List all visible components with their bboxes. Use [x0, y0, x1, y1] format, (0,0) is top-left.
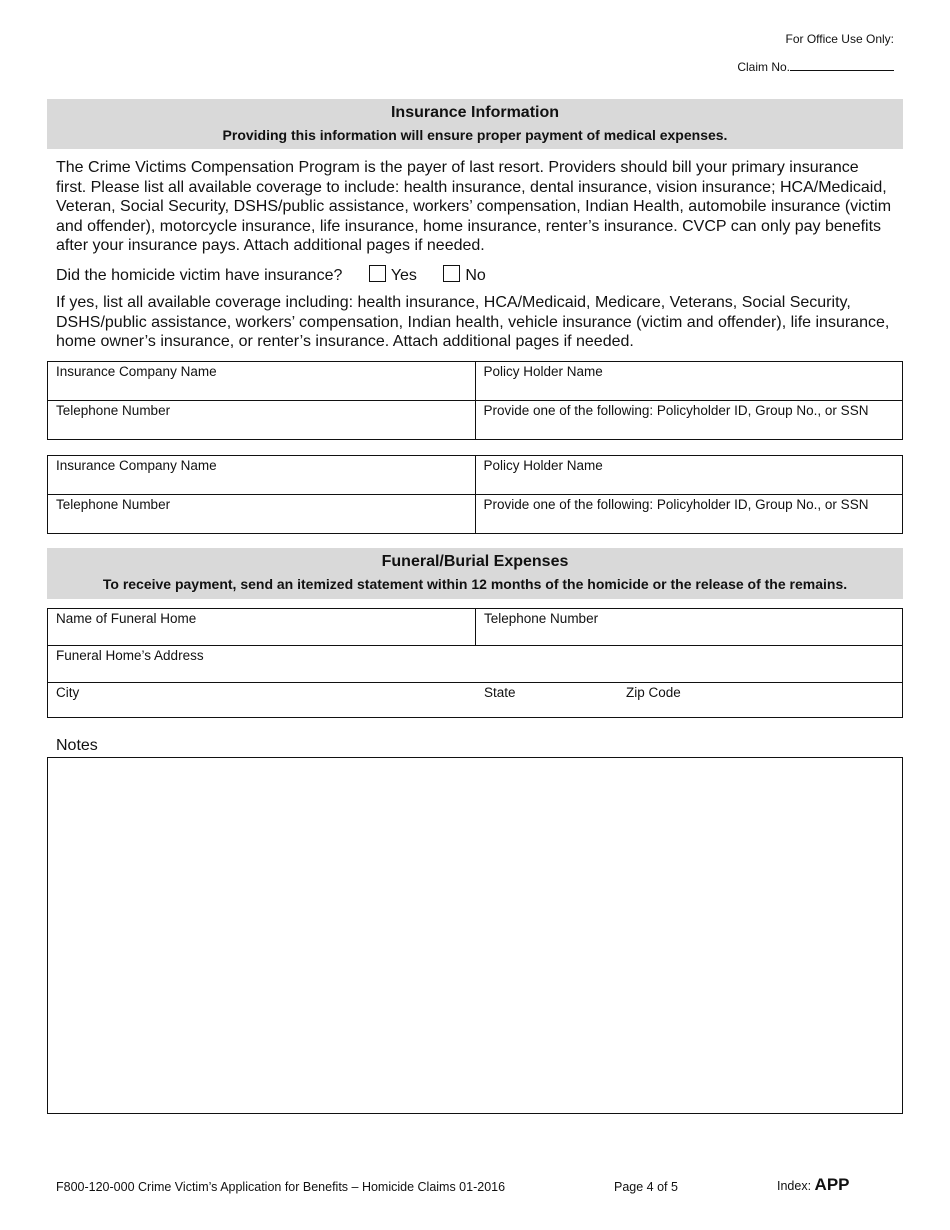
funeral-subtitle: To receive payment, send an itemized statement within 12 months of the homicide or the release of the remains. [102, 576, 848, 592]
insurance-phone-field[interactable] [48, 401, 476, 440]
insurance-table-1 [47, 361, 903, 440]
claim-number [737, 60, 894, 74]
funeral-phone-label: Telephone Number [484, 611, 599, 626]
funeral-zip-label: Zip Code [626, 685, 681, 700]
policy-id-field[interactable] [475, 495, 903, 534]
insurance-title: Insurance Information [390, 104, 560, 121]
insurance-subtitle: Providing this information will ensure proper payment of medical expenses. [222, 127, 728, 143]
no-option[interactable] [443, 265, 485, 285]
funeral-state-label: State [484, 685, 516, 700]
insurance-phone-label: Telephone Number [56, 497, 171, 512]
insurance-question [56, 265, 486, 285]
insurance-if-yes: If yes, list all available coverage including: health insurance, HCA/Medicaid, Medicare, Veterans, Social Security, DSHS/public assistance, workers’ compensation, Indian health, vehicle insurance (victim and offender), life insurance, home owner’s insurance, or renter’s insurance. Attach additional pages if needed. [56, 294, 890, 351]
notes-field[interactable] [47, 757, 903, 1114]
claim-number-field[interactable] [790, 60, 894, 71]
funeral-row-1 [48, 609, 902, 646]
insurance-company-label: Insurance Company Name [56, 458, 217, 473]
index-value: APP [814, 1175, 850, 1194]
policy-id-label: Provide one of the following: Policyholder ID, Group No., or SSN [483, 403, 869, 418]
yes-label: Yes [390, 267, 417, 284]
yes-checkbox[interactable] [369, 265, 386, 282]
claim-number-label: Claim No. [737, 60, 790, 74]
policy-id-label: Provide one of the following: Policyholder ID, Group No., or SSN [483, 497, 869, 512]
funeral-address-field[interactable] [48, 646, 902, 683]
policy-holder-field[interactable] [475, 362, 903, 401]
funeral-zip-field[interactable] [618, 683, 902, 717]
funeral-address-label: Funeral Home’s Address [56, 648, 204, 663]
funeral-city-field[interactable] [48, 683, 475, 717]
insurance-intro: The Crime Victims Compensation Program is the payer of last resort. Providers should bill your primary insurance first. Please list all available coverage to include: health insurance, dental insurance, vision insurance; HCA/Medicaid, Veteran, Social Security, DSHS/public assistance, workers’ compensation, Indian Health, automobile insurance (victim and offender), motorcycle insurance, life insurance, home insurance, renter’s insurance. CVCP can only pay benefits after your insurance pays. Attach additional pages if needed. [56, 159, 892, 255]
funeral-phone-field[interactable] [476, 609, 902, 645]
index [777, 1175, 850, 1195]
funeral-row-3 [48, 683, 902, 719]
insurance-company-field[interactable] [48, 362, 476, 401]
yes-option[interactable] [369, 265, 417, 285]
policy-holder-field[interactable] [475, 456, 903, 495]
policy-holder-label: Policy Holder Name [483, 364, 603, 379]
insurance-phone-label: Telephone Number [56, 403, 171, 418]
form-id: F800-120-000 Crime Victim’s Application for Benefits – Homicide Claims 01-2016 [56, 1180, 506, 1194]
insurance-table-2 [47, 455, 903, 534]
no-label: No [465, 267, 486, 284]
insurance-company-label: Insurance Company Name [56, 364, 217, 379]
funeral-section-header [47, 548, 903, 599]
insurance-question-text: Did the homicide victim have insurance? [56, 267, 343, 284]
funeral-title: Funeral/Burial Expenses [381, 553, 569, 570]
insurance-phone-field[interactable] [48, 495, 476, 534]
page-number: Page 4 of 5 [614, 1180, 678, 1194]
insurance-section-header [47, 99, 903, 149]
insurance-company-field[interactable] [48, 456, 476, 495]
funeral-home-name-field[interactable] [48, 609, 476, 645]
funeral-table [47, 608, 903, 718]
funeral-home-name-label: Name of Funeral Home [56, 611, 197, 626]
notes-label: Notes [56, 737, 98, 754]
funeral-city-label: City [56, 685, 80, 700]
policy-holder-label: Policy Holder Name [483, 458, 603, 473]
office-use-label: For Office Use Only: [785, 32, 894, 46]
policy-id-field[interactable] [475, 401, 903, 440]
funeral-state-field[interactable] [476, 683, 616, 717]
no-checkbox[interactable] [443, 265, 460, 282]
index-label: Index: [777, 1179, 812, 1193]
